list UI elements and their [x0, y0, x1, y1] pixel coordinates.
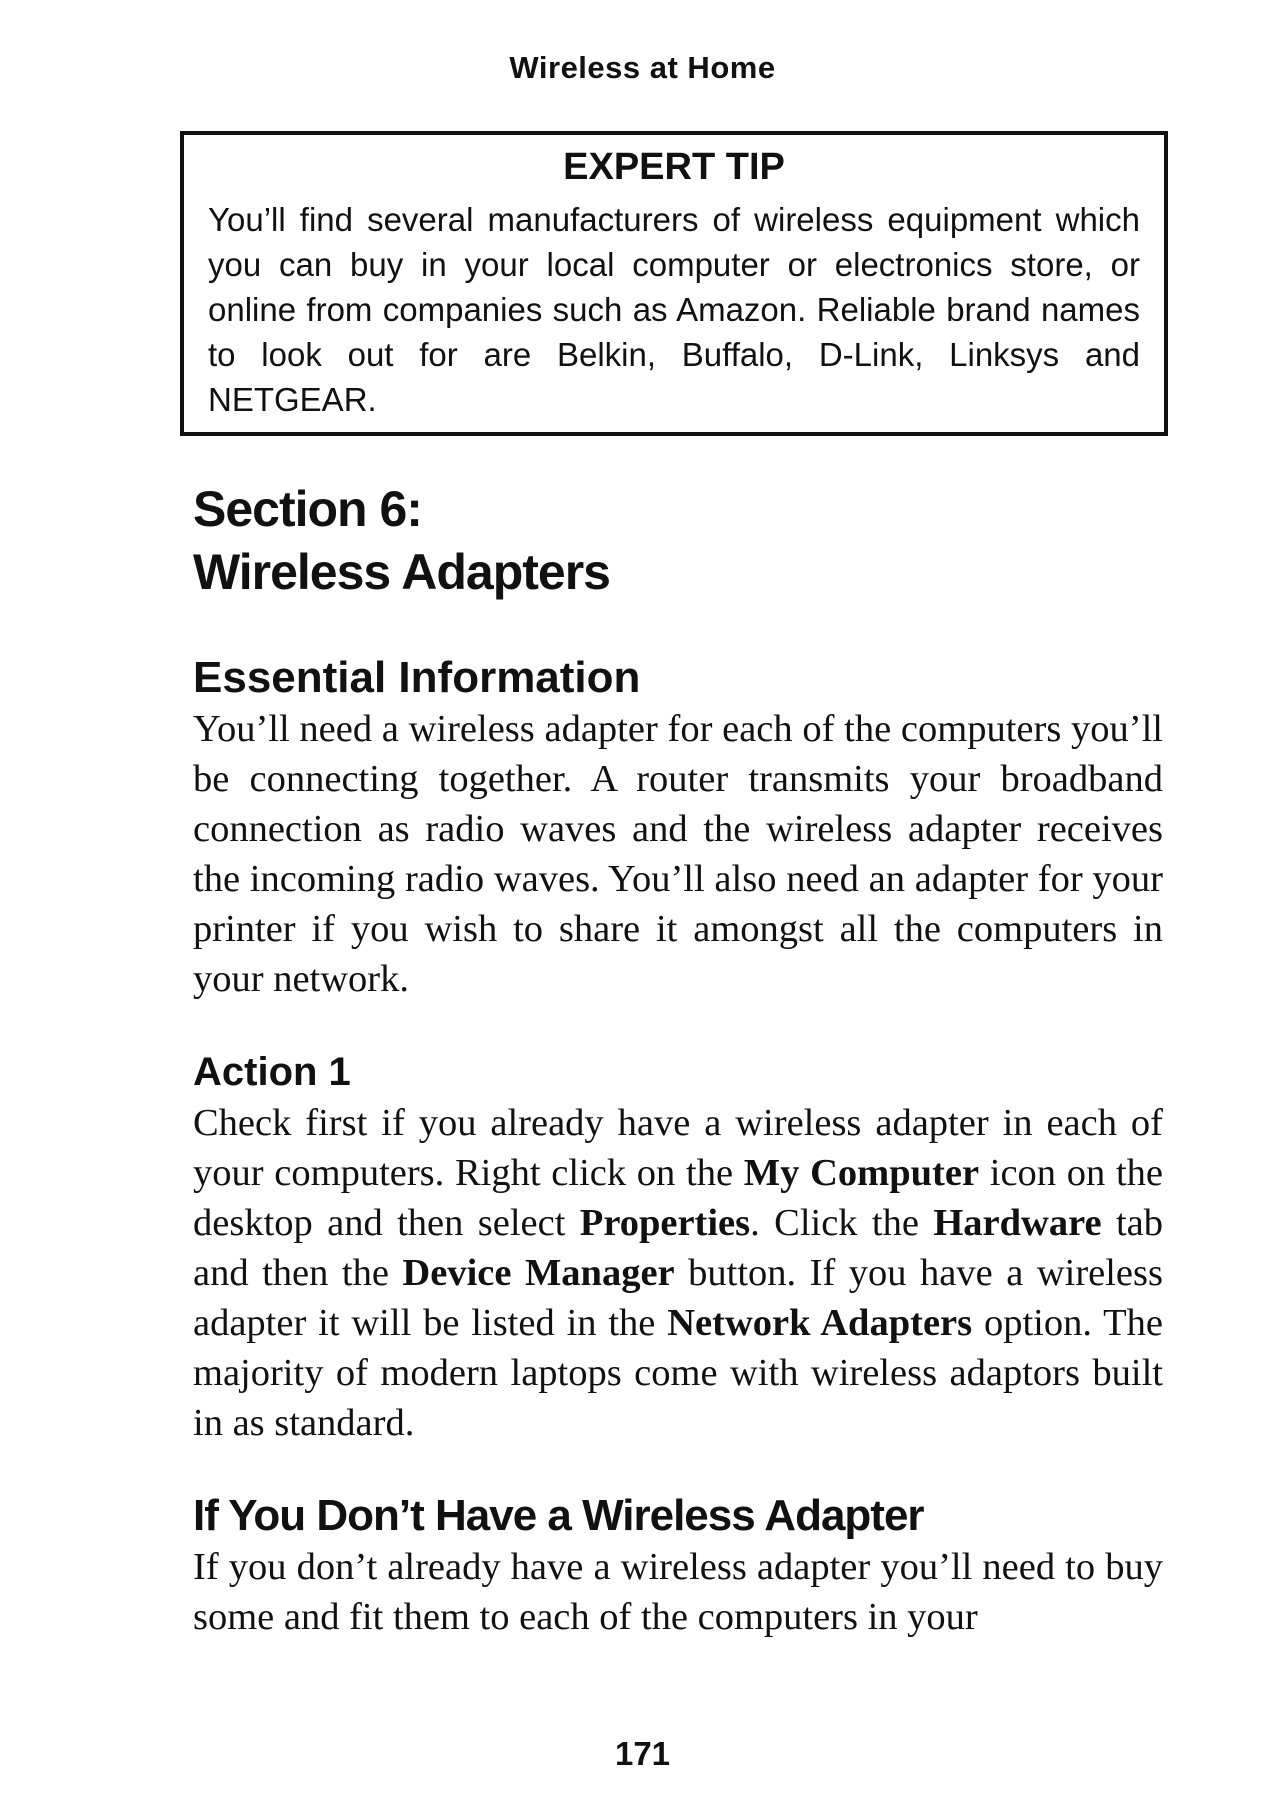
section-title: Wireless Adapters: [193, 544, 610, 600]
action-1-text: Check first if you already have a wireless adapter in each of your computers. Right click on the: [193, 1102, 1163, 1194]
action-1-text: icon on the desktop and then select: [193, 1152, 1163, 1244]
running-head: Wireless at Home: [509, 50, 776, 85]
action-1-paragraph: [193, 1098, 1163, 1448]
essential-info-paragraph: You’ll need a wireless adapter for each of the computers you’ll be connecting together. A router transmits your broadband connection as radio waves and the wireless adapter receives the incoming radio waves. You’ll also need an adapter for your printer if you wish to share it amongst all the computers in your network.: [193, 708, 1163, 1000]
expert-tip-title: EXPERT TIP: [563, 146, 785, 188]
network-adapters-term: Network Adapters: [667, 1302, 973, 1344]
no-adapter-heading: If You Don’t Have a Wireless Adapter: [193, 1491, 924, 1540]
action-1-text: tab and then the: [193, 1202, 1163, 1294]
essential-info-heading: Essential Information: [193, 653, 641, 702]
expert-tip-text: You’ll find several manufacturers of wireless equipment which you can buy in your local computer or electronics store, or online from companies such as Amazon. Reliable brand names to look out for are Belkin, Buffalo, D-Link, Linksys and NETGEAR.: [208, 201, 1140, 418]
action-1-text: button. If you have a wireless adapter it will be listed in the: [193, 1252, 1163, 1344]
properties-term: Properties: [579, 1202, 751, 1244]
hardware-term: Hardware: [933, 1202, 1102, 1244]
device-manager-term: Device Manager: [402, 1252, 675, 1294]
action-1-heading: Action 1: [193, 1050, 351, 1094]
action-1-text: option. The majority of modern laptops come with wireless adaptors built in as standard.: [193, 1302, 1163, 1444]
page-number: 171: [614, 1735, 671, 1772]
no-adapter-paragraph: If you don’t already have a wireless adapter you’ll need to buy some and fit them to each of the computers in your: [193, 1546, 1163, 1638]
section-number: Section 6:: [193, 481, 422, 537]
expert-tip-box: [180, 131, 1168, 436]
page-content: [193, 478, 1163, 1642]
my-computer-term: My Computer: [743, 1152, 980, 1194]
action-1-text: . Click the: [750, 1202, 934, 1244]
